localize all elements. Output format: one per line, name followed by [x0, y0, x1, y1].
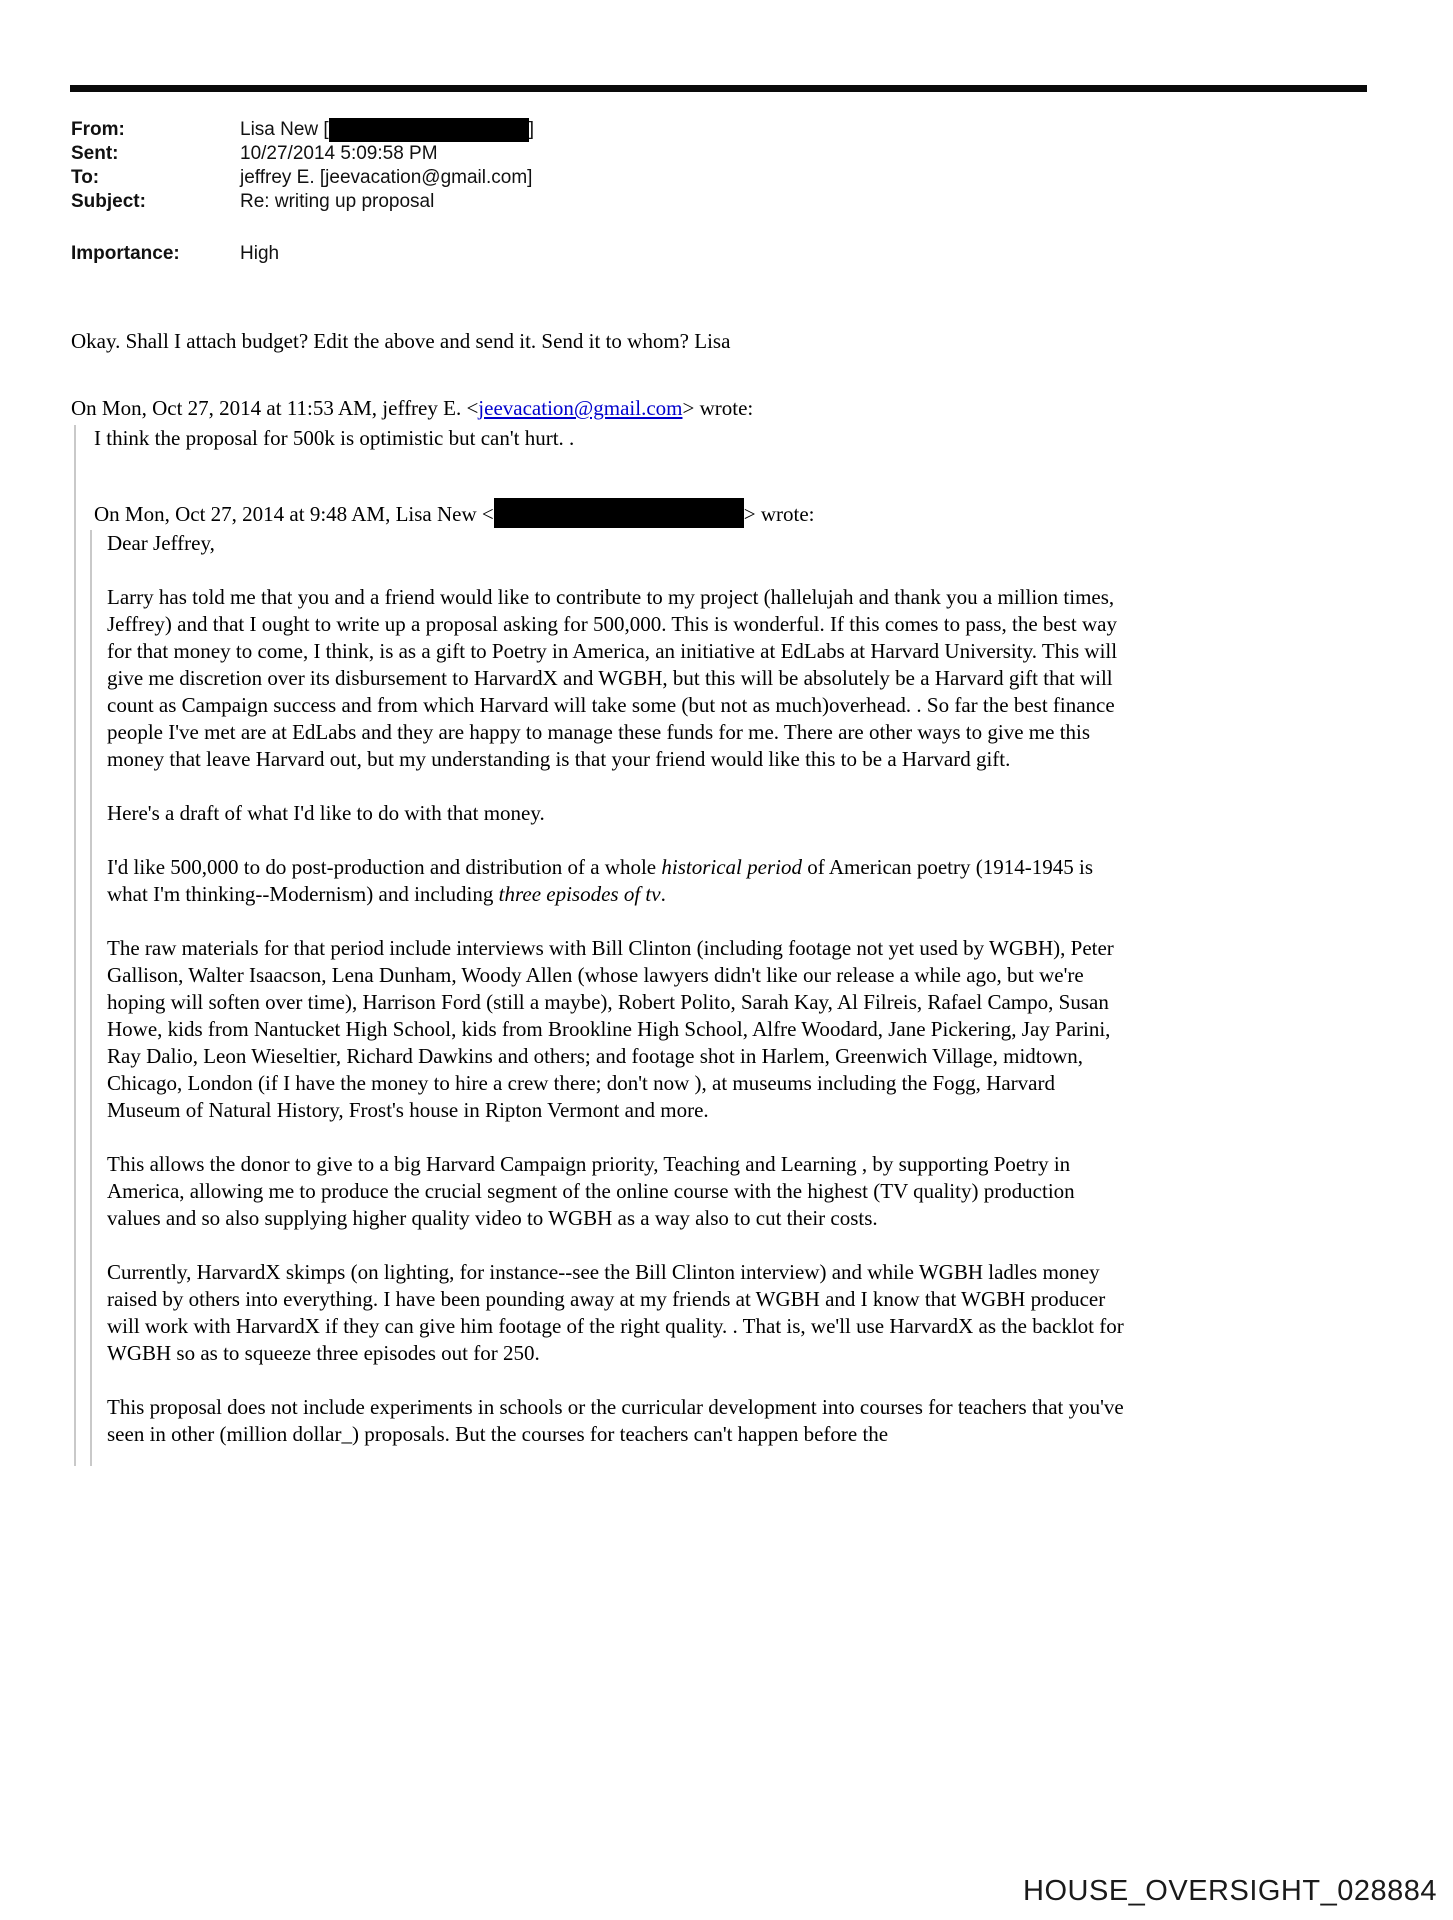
text-segment: The raw materials for that period include interviews with Bill Clinton (including footage not yet used by WGBH), Peter Gallison, Walter Isaacson, Lena Dunham, Woody Allen (whose lawyers didn't like our release a while ago, but we're hoping will soften over time), Harrison Ford (still a maybe), Robert Polito, Sarah Kay, Al Filreis, Rafael Campo, Susan Howe, kids from Nantucket High School, kids from Brookline High School, Alfre Woodard, Jane Pickering, Jay Parini, Ray Dalio, Leon Wieseltier, Richard Dawkins and others; and footage shot in Harlem, Greenwich Village, midtown, Chicago, London (if I have the money to hire a crew there; don't now ), at museums including the Fogg, Harvard Museum of Natural History, Frost's house in Ripton Vermont and more.	[107, 936, 1114, 1122]
text-segment: Dear Jeffrey,	[107, 531, 215, 555]
quoted-paragraph	[107, 1394, 1125, 1448]
email-body-intro: Okay. Shall I attach budget? Edit the above and send it. Send it to whom? Lisa	[71, 329, 731, 353]
redaction-bar	[494, 498, 744, 528]
quote-level-1	[74, 425, 1125, 1466]
subject-label: Subject:	[71, 191, 146, 212]
quote1-attribution-prefix: On Mon, Oct 27, 2014 at 11:53 AM, jeffrey E. <	[71, 396, 479, 420]
quoted-paragraph	[107, 935, 1125, 1124]
sent-label: Sent:	[71, 143, 119, 164]
text-segment: Larry has told me that you and a friend would like to contribute to my project (hallelujah and thank you a million times, Jeffrey) and that I ought to write up a proposal asking for 500,000. This is wonderful. If this comes to pass, the best way for that money to come, I think, is as a gift to Poetry in America, an initiative at EdLabs at Harvard University. This will give me discretion over its disbursement to HarvardX and WGBH, but this will be absolutely be a Harvard gift that will count as Campaign success and from which Harvard will take some (but not as much)overhead. . So far the best finance people I've met are at EdLabs and they are happy to manage these funds for me. There are other ways to give me this money that leave Harvard out, but my understanding is that your friend would like this to be a Harvard gift.	[107, 585, 1118, 771]
quote2-attribution-prefix: On Mon, Oct 27, 2014 at 9:48 AM, Lisa New <	[94, 502, 494, 526]
quoted-paragraph	[107, 1151, 1125, 1232]
quote1-attribution-line	[71, 395, 1125, 422]
header-row-sent	[71, 142, 1125, 166]
text-segment: This allows the donor to give to a big Harvard Campaign priority, Teaching and Learning , by supporting Poetry in America, allowing me to produce the crucial segment of the online course with the highest (TV quality) production values and so also supplying higher quality video to WGBH as a way also to cut their costs.	[107, 1152, 1075, 1230]
from-value	[240, 118, 1125, 142]
email-header-block	[71, 118, 1125, 266]
text-segment: Currently, HarvardX skimps (on lighting, for instance--see the Bill Clinton interview) and while WGBH ladles money raised by others into everything. I have been pounding away at my friends at WGBH and I know that WGBH producer will work with HarvardX if they can give him footage of the right quality. . That is, we'll use HarvardX as the backlot for WGBH so as to squeeze three episodes out for 250.	[107, 1260, 1124, 1365]
italic-text-segment: historical period	[661, 855, 802, 879]
header-row-subject	[71, 190, 1125, 214]
to-label: To:	[71, 167, 100, 188]
quoted-paragraph	[107, 1259, 1125, 1367]
text-segment: .	[660, 882, 666, 906]
quote2-attribution-suffix: > wrote:	[743, 502, 815, 526]
subject-value: Re: writing up proposal	[240, 191, 435, 212]
quote1-message-text: I think the proposal for 500k is optimistic but can't hurt. .	[94, 426, 575, 450]
text-segment: Here's a draft of what I'd like to do with that money.	[107, 801, 545, 825]
from-value-prefix: Lisa New [	[240, 119, 329, 140]
quoted-paragraph	[107, 530, 1125, 557]
quoted-paragraph	[107, 584, 1125, 773]
to-value: jeffrey E. [jeevacation@gmail.com]	[240, 167, 533, 188]
italic-text-segment: three episodes of tv	[498, 882, 661, 906]
quote2-attribution-line	[94, 498, 1125, 528]
text-segment: I'd like 500,000 to do post-production and distribution of a whole	[107, 855, 662, 879]
header-row-to	[71, 166, 1125, 190]
from-label: From:	[71, 119, 125, 140]
importance-value: High	[240, 243, 280, 264]
redaction-bar	[329, 118, 529, 142]
sent-value: 10/27/2014 5:09:58 PM	[240, 143, 438, 164]
text-segment: of American poetry (1914-1945 is what I'm thinking--Modernism) and including	[107, 855, 1094, 906]
sender-email-link[interactable]: jeevacation@gmail.com	[478, 396, 683, 420]
header-divider-rule	[70, 85, 1367, 92]
quoted-paragraph	[107, 800, 1125, 827]
quoted-paragraph	[107, 854, 1125, 908]
quote-level-2	[90, 530, 1125, 1466]
text-segment: This proposal does not include experiments in schools or the curricular development into courses for teachers that you've seen in other (million dollar_) proposals. But the courses for teachers can't happen before the	[107, 1395, 1124, 1446]
importance-label: Importance:	[71, 243, 180, 264]
from-value-suffix: ]	[528, 119, 534, 140]
bates-stamp: HOUSE_OVERSIGHT_028884	[1023, 1875, 1437, 1907]
quote1-attribution-suffix: > wrote:	[682, 396, 754, 420]
header-row-importance	[71, 242, 1125, 266]
header-row-from	[71, 118, 1125, 142]
